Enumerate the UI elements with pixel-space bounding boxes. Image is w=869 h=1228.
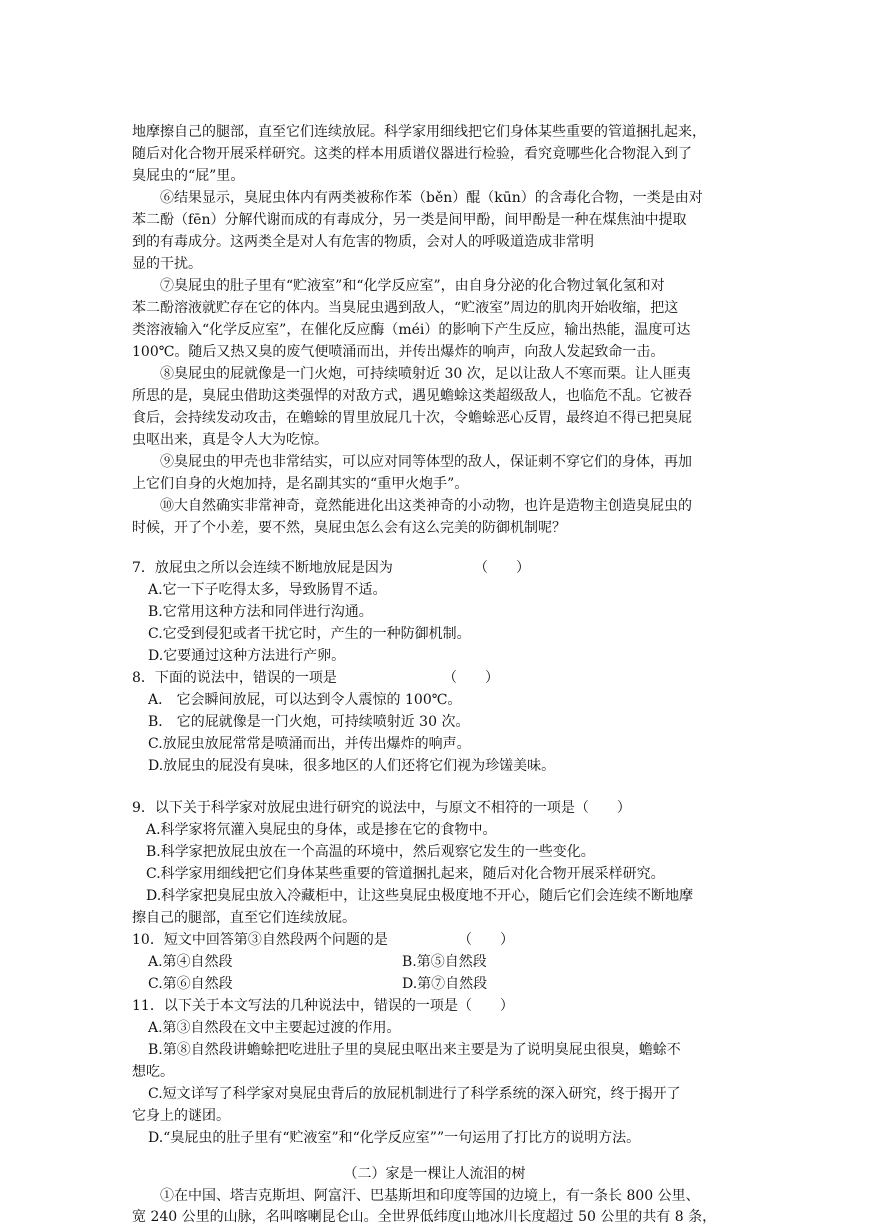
question-7-option-b: B.它常用这种方法和同伴进行沟通。 [148,604,373,620]
question-11-option-b: B.第⑧自然段讲蟾蜍把吃进肚子里的臭屁虫呕出来主要是为了说明臭屁虫很臭，蟾蜍不 [148,1042,681,1058]
question-8-stem: 8．下面的说法中，错误的一项是 [132,670,337,686]
section-2-title: （二）家是一棵让人流泪的树 [343,1166,526,1182]
paragraph-8-line: 虫呕出来，真是令人大为吃惊。 [132,432,328,448]
question-10-option-a: A.第④自然段 [148,954,233,970]
paragraph-10-line: ⑩大自然确实非常神奇，竟然能进化出这类神奇的小动物，也许是造物主创造臭屁虫的 [160,498,692,514]
paragraph-7-line: 苯二酚溶液就贮存在它的体内。当臭屁虫遇到敌人，“贮液室”周边的肌肉开始收缩，把这 [132,300,679,316]
passage-line: 地摩擦自己的腿部，直至它们连续放屁。科学家用细线把它们身体某些重要的管道捆扎起来， [132,124,706,140]
question-9-option-a: A.科学家将氘灌入臭屁虫的身体，或是掺在它的食物中。 [146,822,497,838]
paragraph-6-line: 苯二酚（fēn）分解代谢而成的有毒成分，另一类是间甲酚，间甲酚是一种在煤焦油中提取 [132,212,687,228]
question-10-answer-blank: （ ） [458,932,514,948]
section-2-paragraph-1-line: ①在中国、塔吉克斯坦、阿富汗、巴基斯坦和印度等国的边境上，有一条长 800 公里、 [160,1188,700,1204]
passage-line: 随后对化合物开展采样研究。这类的样本用质谱仪器进行检验，看究竟哪些化合物混入到了 [132,146,692,162]
question-11-option-d: D.“臭屁虫的肚子里有“贮液室”和“化学反应室””一句运用了打比方的说明方法。 [148,1130,641,1146]
question-11-stem: 11．以下关于本文写法的几种说法中，错误的一项是（ ） [132,998,514,1014]
question-7-option-a: A.它一下子吃得太多，导致肠胃不适。 [148,582,387,598]
question-8-answer-blank: （ ） [443,670,499,686]
question-9-option-d: D.科学家把臭屁虫放入冷藏柜中，让这些臭屁虫极度地不开心，随后它们会连续不断地摩 [146,888,694,904]
question-11-option-a: A.第③自然段在文中主要起过渡的作用。 [148,1020,401,1036]
paragraph-7-line: 100℃。随后又热又臭的废气便喷涌而出，并传出爆炸的响声，向敌人发起致命一击。 [132,344,665,360]
question-9-option-b: B.科学家把放屁虫放在一个高温的环境中，然后观察它发生的一些变化。 [146,844,595,860]
paragraph-7-line: ⑦臭屁虫的肚子里有“贮液室”和“化学反应室”，由自身分泌的化合物过氧化氢和对 [160,278,665,294]
paragraph-6-line: 到的有毒成分。这两类全是对人有危害的物质，会对人的呼吸道造成非常明 [132,234,594,250]
question-7-answer-blank: （ ） [474,560,530,576]
section-2-paragraph-1-line: 宽 240 公里的山脉，名叫喀喇昆仑山。全世界低纬度山地冰川长度超过 50 公里的共有 8 条， [132,1209,717,1225]
paragraph-8-line: 食后，会持续发动攻击，在蟾蜍的胃里放屁几十次，令蟾蜍恶心反胃，最终迫不得已把臭屁 [132,410,692,426]
question-8-option-a: A． 它会瞬间放屁，可以达到令人震惊的 100℃。 [148,692,462,708]
question-10-option-b: B.第⑤自然段 [402,954,487,970]
question-10-option-d: D.第⑦自然段 [402,976,488,992]
paragraph-7-line: 类溶液输入“化学反应室”，在催化反应酶（méi）的影响下产生反应，输出热能，温度可达 [132,322,691,338]
paragraph-6-line: ⑥结果显示，臭屁虫体内有两类被称作苯（běn）醌（kūn）的含毒化合物，一类是由对 [160,190,703,206]
question-9-option-d-cont: 擦自己的腿部，直至它们连续放屁。 [132,910,356,926]
question-11-option-b-cont: 想吃。 [132,1064,174,1080]
question-9-option-c: C.科学家用细线把它们身体某些重要的管道捆扎起来，随后对化合物开展采样研究。 [146,866,665,882]
question-8-option-d: D.放屁虫的屁没有臭味，很多地区的人们还将它们视为珍馐美味。 [148,758,556,774]
question-7-stem: 7．放屁虫之所以会连续不断地放屁是因为 [132,560,393,576]
question-9-stem: 9．以下关于科学家对放屁虫进行研究的说法中，与原文不相符的一项是（ ） [132,800,631,816]
paragraph-8-line: 所思的是，臭屁虫借助这类强悍的对敌方式，遇见蟾蜍这类超级敌人，也临危不乱。它被吞 [132,388,692,404]
paragraph-9-line: ⑨臭屁虫的甲壳也非常结实，可以应对同等体型的敌人，保证刺不穿它们的身体，再加 [160,454,692,470]
question-11-option-c-cont: 它身上的谜团。 [132,1108,230,1124]
paragraph-6-line: 显的干扰。 [132,256,202,272]
question-8-option-b: B． 它的屁就像是一门火炮，可持续喷射近 30 次。 [148,714,470,730]
paragraph-10-line: 时候，开了个小差，要不然，臭屁虫怎么会有这么完美的防御机制呢？ [132,520,566,536]
question-10-option-c: C.第⑥自然段 [148,976,233,992]
question-11-option-c: C.短文详写了科学家对臭屁虫背后的放屁机制进行了科学系统的深入研究，终于揭开了 [148,1086,681,1102]
question-7-option-d: D.它要通过这种方法进行产卵。 [148,648,346,664]
question-8-option-c: C.放屁虫放屁常常是喷涌而出，并传出爆炸的响声。 [148,736,471,752]
passage-line: 臭屁虫的“屁”里。 [132,168,245,184]
paragraph-8-line: ⑧臭屁虫的屁就像是一门火炮，可持续喷射近 30 次，足以让敌人不寒而栗。让人匪夷 [160,366,691,382]
question-10-stem: 10．短文中回答第③自然段两个问题的是 [132,932,388,948]
question-7-option-c: C.它受到侵犯或者干扰它时，产生的一种防御机制。 [148,626,471,642]
paragraph-9-line: 上它们自身的火炮加持，是名副其实的“重甲火炮手”。 [132,476,469,492]
